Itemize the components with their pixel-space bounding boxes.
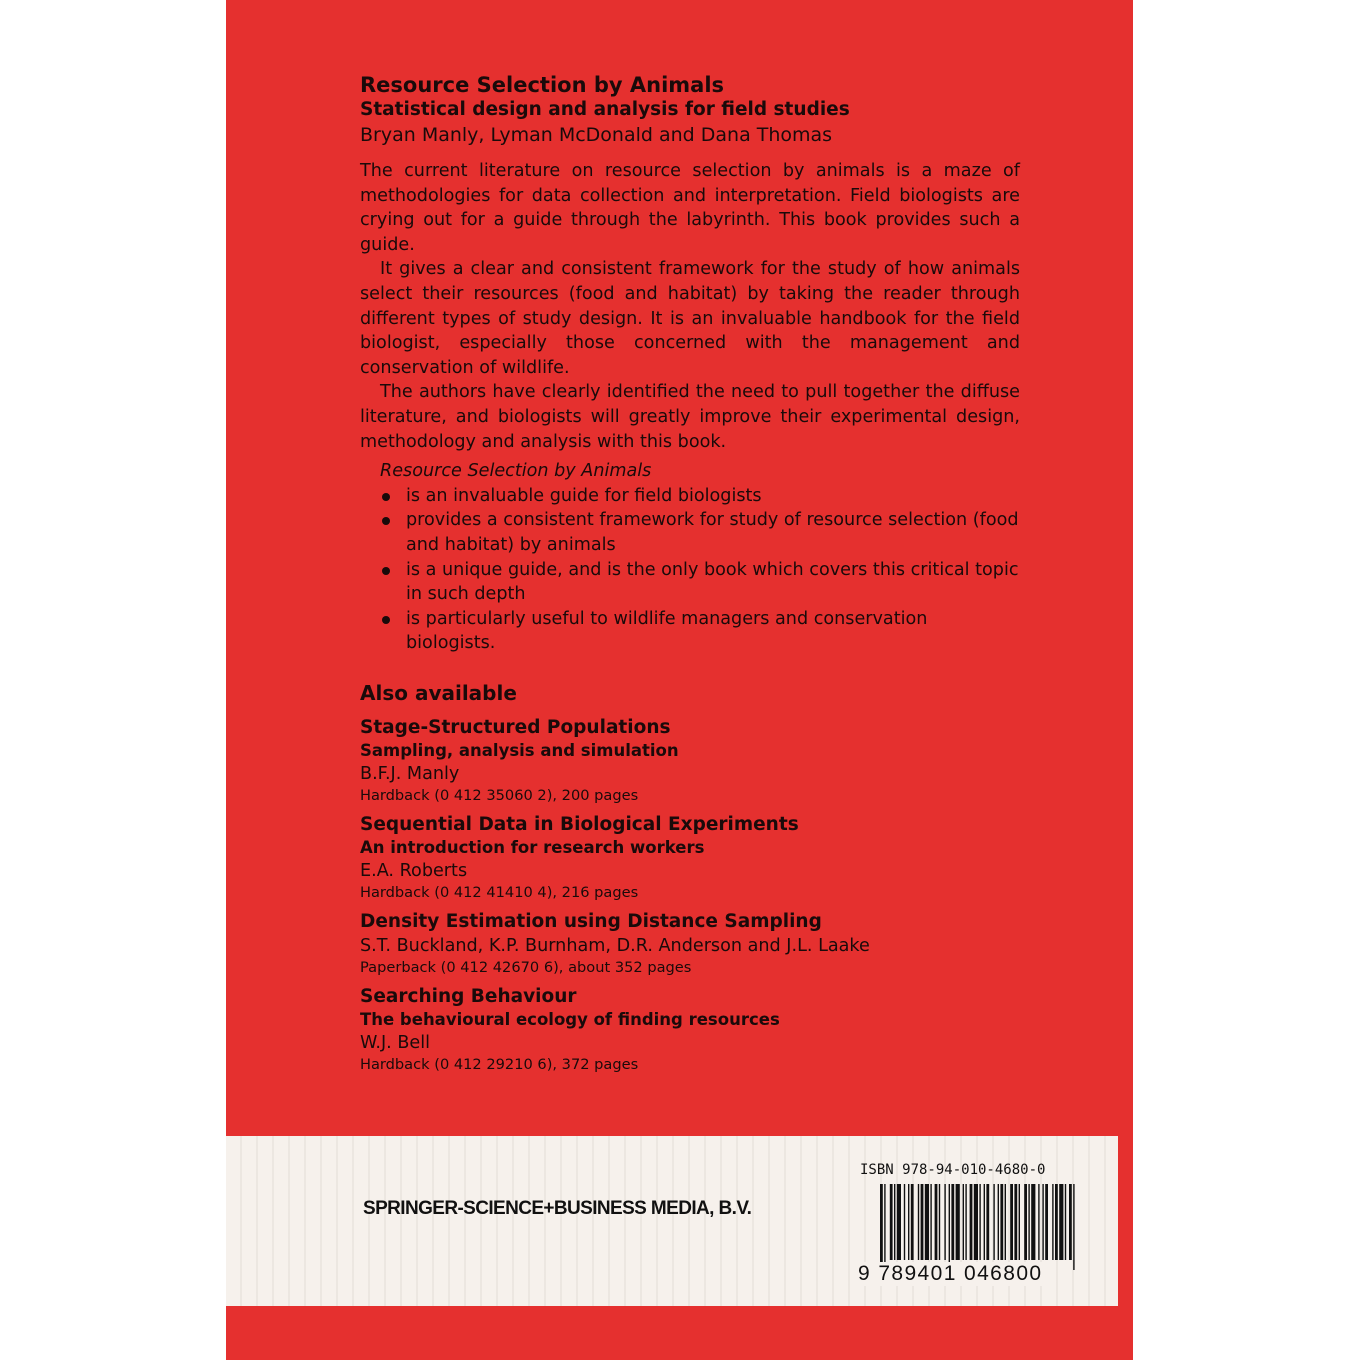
bullet-icon	[382, 567, 390, 575]
blurb-paragraph: It gives a clear and consistent framework for the study of how animals select their resources (food and habitat) by taking the reader through different types of study design. It is an invaluable handbook for the field biologist, especially those concerned with the management and conservation of wildlife.	[360, 259, 1020, 378]
feature-item	[380, 484, 1020, 509]
related-book	[360, 716, 1020, 806]
related-book-details: Hardback (0 412 35060 2), 200 pages	[360, 786, 639, 804]
bullet-intro: Resource Selection by Animals	[380, 461, 652, 482]
related-book-subtitle: The behavioural ecology of finding resources	[360, 1009, 780, 1029]
related-book-subtitle: Sampling, analysis and simulation	[360, 740, 679, 760]
book-subtitle: Statistical design and analysis for field studies	[360, 99, 850, 120]
related-book-author: B.F.J. Manly	[360, 763, 460, 784]
related-book-author: S.T. Buckland, K.P. Burnham, D.R. Anderson and J.L. Laake	[360, 935, 870, 956]
related-book-author: W.J. Bell	[360, 1032, 431, 1053]
feature-list	[380, 484, 1020, 656]
blurb-paragraph: The authors have clearly identified the need to pull together the diffuse literature, and biologists will greatly improve their experimental design, methodology and analysis with this book.	[360, 382, 1020, 452]
bullet-icon	[382, 493, 390, 501]
related-book-details: Hardback (0 412 29210 6), 372 pages	[360, 1055, 639, 1073]
barcode-block	[854, 1160, 1088, 1290]
feature-text: is an invaluable guide for field biologists	[406, 485, 762, 506]
related-book-details: Paperback (0 412 42670 6), about 352 pages	[360, 958, 692, 976]
cover-text	[360, 72, 1020, 1082]
barcode-digits: 9 789401 046800	[858, 1262, 1043, 1285]
related-book-title: Density Estimation using Distance Sampling	[360, 910, 822, 932]
publisher-band	[226, 1136, 1118, 1306]
feature-item	[380, 508, 1020, 557]
feature-item	[380, 558, 1020, 607]
feature-item	[380, 607, 1020, 656]
isbn-label: ISBN 978-94-010-4680-0	[860, 1162, 1046, 1178]
publisher-name: SPRINGER-SCIENCE+BUSINESS MEDIA, B.V.	[363, 1198, 752, 1219]
related-book	[360, 985, 1020, 1075]
book-authors: Bryan Manly, Lyman McDonald and Dana Thomas	[360, 124, 833, 146]
related-book-title: Sequential Data in Biological Experiments	[360, 813, 799, 835]
feature-text: is particularly useful to wildlife managers and conservation biologists.	[406, 608, 928, 654]
related-book	[360, 813, 1020, 903]
related-book	[360, 910, 1020, 978]
feature-text: provides a consistent framework for study of resource selection (food and habitat) by animals	[406, 510, 1019, 555]
bullet-icon	[382, 616, 390, 624]
related-book-details: Hardback (0 412 41410 4), 216 pages	[360, 883, 639, 901]
blurb-paragraph: The current literature on resource selection by animals is a maze of methodologies for data collection and interpretation. Field biologists are crying out for a guide through the labyrinth. This book provides such a guide.	[360, 161, 1020, 255]
related-book-title: Stage-Structured Populations	[360, 716, 671, 738]
bullet-icon	[382, 517, 390, 525]
feature-text: is a unique guide, and is the only book which covers this critical topic in such depth	[406, 559, 1019, 605]
book-title: Resource Selection by Animals	[360, 73, 725, 97]
back-cover	[226, 0, 1133, 1360]
related-book-author: E.A. Roberts	[360, 860, 468, 881]
related-book-title: Searching Behaviour	[360, 985, 577, 1007]
related-book-subtitle: An introduction for research workers	[360, 837, 705, 857]
barcode-icon	[880, 1184, 1080, 1270]
also-available-heading: Also available	[360, 680, 517, 705]
